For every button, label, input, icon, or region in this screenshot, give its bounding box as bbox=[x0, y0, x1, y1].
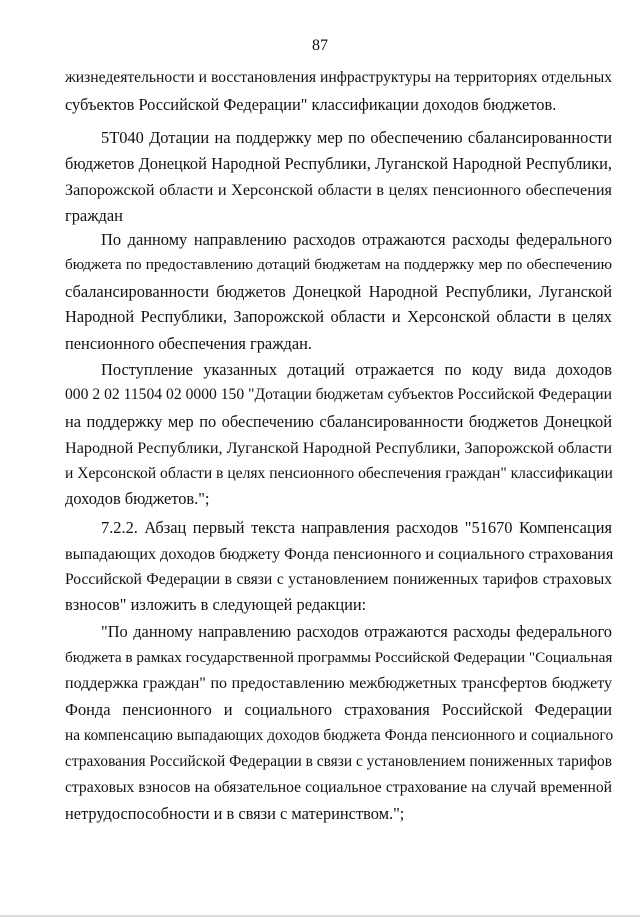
paragraph-line: 7.2.2. Абзац первый текста направления расходов "51670 Компенсация bbox=[101, 518, 612, 537]
paragraph-line: граждан bbox=[65, 206, 123, 225]
paragraph-line: Запорожской области и Херсонской области в целях пенсионного обеспечения bbox=[65, 181, 612, 199]
paragraph-line: Фонда пенсионного и социального страхования Российской Федерации bbox=[65, 700, 612, 719]
paragraph-line: и Херсонской области в целях пенсионного обеспечения граждан" классификации bbox=[65, 465, 613, 482]
paragraph-line: Народной Республики, Луганской Народной Республики, Запорожской области bbox=[65, 439, 613, 457]
paragraph-line: жизнедеятельности и восстановления инфраструктуры на территориях отдельных bbox=[65, 69, 612, 86]
paragraph-line: выпадающих доходов бюджету Фонда пенсионного и социального страхования bbox=[65, 545, 614, 563]
paragraph-line: страховых взносов на обязательное социальное страхование на случай временной bbox=[65, 779, 612, 796]
paragraph-line: бюджетов Донецкой Народной Республики, Луганской Народной Республики, bbox=[65, 154, 612, 173]
paragraph-line: пенсионного обеспечения граждан. bbox=[65, 334, 313, 353]
paragraph-line: Российской Федерации в связи с установлением пониженных тарифов страховых bbox=[65, 571, 612, 588]
paragraph-line: Поступление указанных дотаций отражается по коду вида доходов bbox=[101, 360, 612, 379]
paragraph-line: Народной Республики, Запорожской области и Херсонской области в целях bbox=[65, 307, 612, 326]
page-number: 87 bbox=[312, 37, 328, 54]
paragraph-line: "По данному направлению расходов отражаются расходы федерального bbox=[101, 622, 612, 641]
paragraph-line: 5Т040 Дотации на поддержку мер по обеспечению сбалансированности bbox=[101, 128, 612, 147]
paragraph-line: взносов" изложить в следующей редакции: bbox=[65, 595, 367, 614]
paragraph-line: бюджета в рамках государственной программы Российской Федерации "Социальная bbox=[65, 649, 613, 666]
paragraph-line: сбалансированности бюджетов Донецкой Народной Республики, Луганской bbox=[65, 282, 612, 301]
paragraph-line: 000 2 02 11504 02 0000 150 "Дотации бюджетам субъектов Российской Федерации bbox=[65, 386, 612, 403]
paragraph-line: доходов бюджетов."; bbox=[65, 489, 210, 508]
paragraph-line: субъектов Российской Федерации" классификации доходов бюджетов. bbox=[65, 95, 557, 114]
paragraph-line: на компенсацию выпадающих доходов бюджета Фонда пенсионного и социального bbox=[65, 727, 614, 744]
paragraph-line: нетрудоспособности и в связи с материнством."; bbox=[65, 804, 405, 823]
paragraph-line: страхования Российской Федерации в связи с установлением пониженных тарифов bbox=[65, 753, 612, 770]
paragraph-line: на поддержку мер по обеспечению сбалансированности бюджетов Донецкой bbox=[65, 412, 612, 431]
paragraph-line: бюджета по предоставлению дотаций бюджетам на поддержку мер по обеспечению bbox=[65, 256, 612, 273]
paragraph-line: поддержка граждан" по предоставлению межбюджетных трансфертов бюджету bbox=[65, 675, 612, 692]
paragraph-line: По данному направлению расходов отражаются расходы федерального bbox=[101, 230, 612, 249]
